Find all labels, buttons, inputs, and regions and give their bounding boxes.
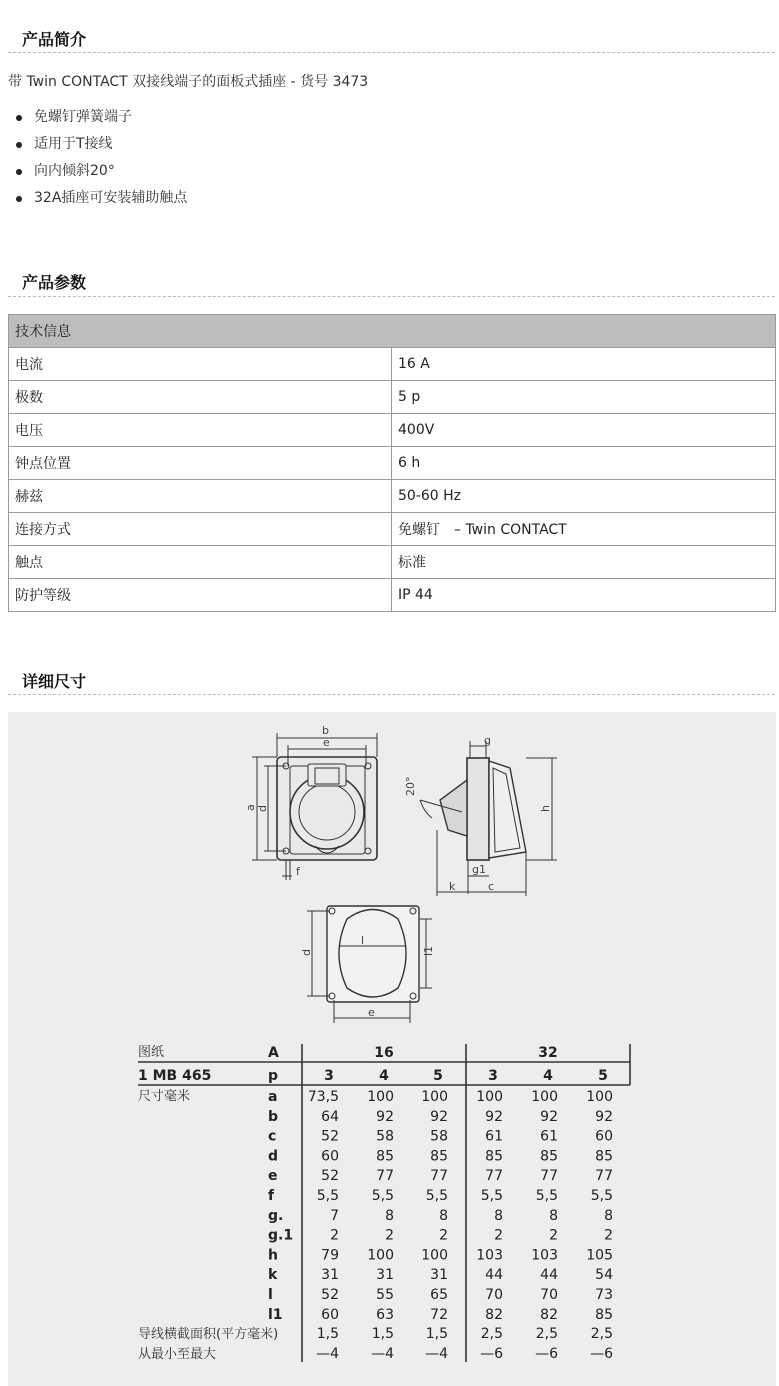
- dim-value-cell: 85: [540, 1148, 558, 1165]
- pole-label-cell: p: [268, 1068, 279, 1084]
- pole-header-cell: 4: [543, 1068, 553, 1084]
- dim-value-cell: 5,5: [425, 1188, 448, 1204]
- dim-value-cell: 44: [485, 1267, 503, 1284]
- dim-value-cell: 8: [439, 1207, 448, 1224]
- dim-value-cell: 5,5: [590, 1188, 613, 1204]
- dim-value-cell: 100: [367, 1247, 394, 1264]
- dim-value-cell: 100: [367, 1089, 394, 1105]
- dim-value-cell: 100: [476, 1089, 503, 1105]
- param-value: 5 p: [392, 381, 776, 414]
- pole-header-cell: 4: [379, 1068, 389, 1084]
- drawing-label: a: [244, 804, 257, 811]
- param-key: 电压: [9, 414, 392, 447]
- intro-section-title: 产品简介: [22, 30, 87, 49]
- dim-value-cell: 64: [321, 1108, 339, 1125]
- dim-value-cell: 52: [321, 1168, 339, 1185]
- cross-max-cell: —6: [535, 1346, 558, 1362]
- dim-value-cell: 52: [321, 1287, 339, 1303]
- dim-value-cell: 44: [540, 1267, 558, 1284]
- drawing-label: 20°: [404, 776, 417, 796]
- dim-row-label: k: [268, 1267, 278, 1284]
- dim-value-cell: 73,5: [307, 1089, 339, 1105]
- dim-value-cell: 61: [485, 1128, 503, 1145]
- dim-value-cell: 79: [321, 1247, 339, 1264]
- dim-value-cell: 103: [476, 1247, 503, 1264]
- drawing-label: l1: [422, 945, 435, 956]
- dim-value-cell: 5,5: [371, 1188, 394, 1204]
- dim-value-cell: 65: [430, 1287, 448, 1303]
- cross-max-cell: —6: [590, 1346, 613, 1362]
- dim-value-cell: 92: [595, 1108, 613, 1125]
- param-value: 50-60 Hz: [392, 480, 776, 513]
- dim-value-cell: 92: [485, 1108, 503, 1125]
- param-key: 极数: [9, 381, 392, 414]
- dim-value-cell: 73: [595, 1287, 613, 1303]
- param-value: 6 h: [392, 447, 776, 480]
- dim-value-cell: 8: [604, 1207, 613, 1224]
- dim-value-cell: 77: [430, 1168, 448, 1185]
- param-value: 16 A: [392, 348, 776, 381]
- dim-value-cell: 5,5: [480, 1188, 503, 1204]
- cross-min-cell: 2,5: [535, 1326, 558, 1342]
- cross-max-cell: —6: [480, 1346, 503, 1362]
- dim-row-label: l1: [268, 1306, 283, 1323]
- dim-value-cell: 31: [430, 1267, 448, 1284]
- dim-value-cell: 52: [321, 1128, 339, 1145]
- params-section-title: 产品参数: [22, 273, 87, 292]
- drawing-label: g: [484, 734, 491, 747]
- pole-header-cell: 3: [324, 1068, 334, 1084]
- dim-row-label: d: [268, 1148, 279, 1165]
- dim-value-cell: 105: [586, 1247, 613, 1264]
- dim-value-cell: 2: [385, 1227, 394, 1244]
- dim-row-label: h: [268, 1247, 278, 1264]
- unit-label-cell: 尺寸毫米: [138, 1089, 191, 1104]
- dim-row-label: f: [268, 1188, 275, 1204]
- dim-value-cell: 5,5: [535, 1188, 558, 1204]
- dim-value-cell: 103: [531, 1247, 558, 1264]
- param-value: 免螺钉 – Twin CONTACT: [392, 513, 776, 546]
- amp-header-32: 32: [538, 1045, 558, 1061]
- param-key: 钟点位置: [9, 447, 392, 480]
- dim-value-cell: 70: [540, 1287, 558, 1303]
- dim-value-cell: 58: [430, 1128, 448, 1145]
- param-key: 防护等级: [9, 579, 392, 612]
- dim-value-cell: 72: [430, 1306, 448, 1323]
- cross-max-cell: —4: [371, 1346, 394, 1362]
- dim-value-cell: 85: [430, 1148, 448, 1165]
- dim-row-label: g.1: [268, 1227, 294, 1244]
- dim-row-label: c: [268, 1128, 277, 1145]
- dim-value-cell: 31: [321, 1267, 339, 1284]
- drawing-label: e: [323, 736, 330, 749]
- dim-value-cell: 85: [595, 1148, 613, 1165]
- dim-value-cell: 8: [494, 1207, 503, 1224]
- drawing-label: c: [488, 880, 495, 893]
- dim-value-cell: 85: [485, 1148, 503, 1165]
- dim-value-cell: 31: [376, 1267, 394, 1284]
- dim-value-cell: 2: [439, 1227, 448, 1244]
- pole-header-cell: 3: [488, 1068, 498, 1084]
- param-key: 赫兹: [9, 480, 392, 513]
- param-value: IP 44: [392, 579, 776, 612]
- drawing-label: l: [361, 934, 365, 947]
- dim-value-cell: 77: [485, 1168, 503, 1185]
- dim-value-cell: 8: [549, 1207, 558, 1224]
- drawing-label-cell: 图纸: [138, 1045, 165, 1060]
- dim-value-cell: 85: [376, 1148, 394, 1165]
- cross-min-cell: 2,5: [480, 1326, 503, 1342]
- param-value: 标准: [392, 546, 776, 579]
- cross-section-label: 导线横截面积(平方毫米): [138, 1327, 279, 1342]
- dim-value-cell: 92: [430, 1108, 448, 1125]
- product-description: 带 Twin CONTACT 双接线端子的面板式插座 - 货号 3473: [8, 74, 369, 90]
- dim-rows: [268, 1089, 613, 1323]
- drawing-label: d: [256, 805, 269, 812]
- cross-min-cell: 1,5: [371, 1326, 394, 1342]
- dim-value-cell: 82: [485, 1306, 503, 1323]
- dim-value-cell: 77: [540, 1168, 558, 1185]
- dim-value-cell: 92: [376, 1108, 394, 1125]
- cross-min-cell: 1,5: [425, 1326, 448, 1342]
- drawing-label: h: [539, 805, 552, 812]
- dim-value-cell: 92: [540, 1108, 558, 1125]
- dim-value-cell: 82: [540, 1306, 558, 1323]
- pole-header-cell: 5: [598, 1068, 608, 1084]
- dim-value-cell: 77: [376, 1168, 394, 1185]
- range-label: 从最小至最大: [138, 1347, 217, 1362]
- cross-max-cell: —4: [425, 1346, 448, 1362]
- dim-value-cell: 54: [595, 1267, 613, 1284]
- dim-value-cell: 100: [531, 1089, 558, 1105]
- side-view-drawing: [420, 741, 557, 896]
- drawing-label: g1: [472, 863, 486, 876]
- dim-row-label: a: [268, 1089, 278, 1105]
- dim-value-cell: 85: [595, 1306, 613, 1323]
- params-header: 技术信息: [9, 315, 776, 348]
- param-key: 电流: [9, 348, 392, 381]
- drawing-label: k: [449, 880, 456, 893]
- dim-value-cell: 2: [604, 1227, 613, 1244]
- drawing-label: f: [296, 865, 300, 878]
- dim-value-cell: 60: [321, 1148, 339, 1165]
- dim-value-cell: 5,5: [316, 1188, 339, 1204]
- pole-header-cell: 5: [433, 1068, 443, 1084]
- cross-max-cell: —4: [316, 1346, 339, 1362]
- front-view-drawing: [252, 733, 377, 880]
- dim-row-label: l: [268, 1287, 273, 1303]
- amp-label-cell: A: [268, 1045, 279, 1061]
- dim-value-cell: 8: [385, 1207, 394, 1224]
- dim-value-cell: 77: [595, 1168, 613, 1185]
- cross-min-cell: 2,5: [590, 1326, 613, 1342]
- dim-value-cell: 60: [321, 1306, 339, 1323]
- param-value: 400V: [392, 414, 776, 447]
- drawing-label: d: [300, 949, 313, 956]
- dim-value-cell: 61: [540, 1128, 558, 1145]
- feature-item: 向内倾斜20°: [8, 160, 187, 187]
- dim-value-cell: 100: [421, 1247, 448, 1264]
- dim-value-cell: 60: [595, 1128, 613, 1145]
- dim-value-cell: 7: [330, 1207, 339, 1224]
- dim-row-label: b: [268, 1108, 279, 1125]
- dim-value-cell: 70: [485, 1287, 503, 1303]
- feature-item: 免螺钉弹簧端子: [8, 106, 187, 133]
- param-key: 触点: [9, 546, 392, 579]
- dim-row-label: g.: [268, 1207, 284, 1224]
- drawing-label: e: [368, 1006, 375, 1019]
- feature-item: 32A插座可安装辅助触点: [8, 187, 187, 214]
- dim-value-cell: 2: [330, 1227, 339, 1244]
- drawing-code-cell: 1 MB 465: [138, 1068, 212, 1084]
- drawing-label: b: [322, 724, 329, 737]
- dim-value-cell: 63: [376, 1306, 394, 1323]
- dim-value-cell: 2: [549, 1227, 558, 1244]
- dim-value-cell: 58: [376, 1128, 394, 1145]
- cross-rows: [316, 1326, 613, 1362]
- dim-value-cell: 2: [494, 1227, 503, 1244]
- dim-value-cell: 100: [421, 1089, 448, 1105]
- dim-value-cell: 55: [376, 1287, 394, 1303]
- cross-min-cell: 1,5: [316, 1326, 339, 1342]
- feature-item: 适用于T接线: [8, 133, 187, 160]
- param-key: 连接方式: [9, 513, 392, 546]
- amp-header-16: 16: [374, 1045, 394, 1061]
- dims-section-title: 详细尺寸: [22, 672, 87, 691]
- dim-row-label: e: [268, 1168, 278, 1185]
- dim-value-cell: 100: [586, 1089, 613, 1105]
